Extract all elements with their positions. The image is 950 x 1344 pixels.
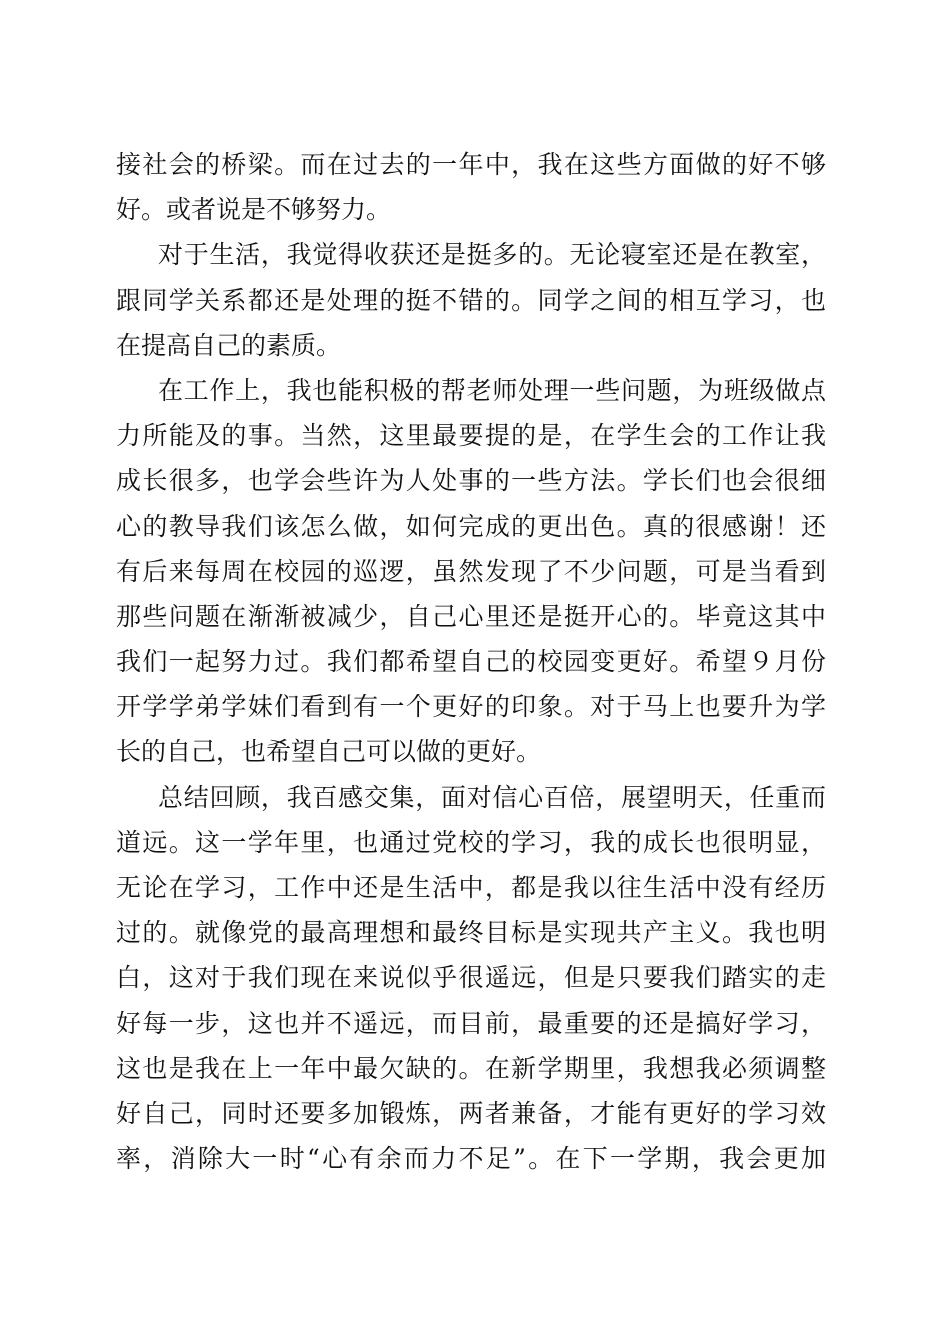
paragraph-4-line-4: 过的。就像党的最高理想和最终目标是实现共产主义。我也明 <box>116 918 826 948</box>
paragraph-2-line-3: 在提高自己的素质。 <box>116 330 342 360</box>
paragraph-2-line-1: 对于生活，我觉得收获还是挺多的。无论寝室还是在教室， <box>158 240 826 270</box>
paragraph-3-line-3: 成长很多，也学会些许为人处事的一些方法。学长们也会很细 <box>116 466 826 496</box>
paragraph-3-line-4: 心的教导我们该怎么做，如何完成的更出色。真的很感谢！还 <box>116 511 826 541</box>
paragraph-3-line-7: 我们一起努力过。我们都希望自己的校园变更好。希望９月份 <box>116 647 826 677</box>
paragraph-4-line-5: 白，这对于我们现在来说似乎很遥远，但是只要我们踏实的走 <box>116 963 826 993</box>
paragraph-4-line-9: 率，消除大一时“心有余而力不足”。在下一学期，我会更加 <box>116 1144 826 1174</box>
paragraph-4-line-6: 好每一步，这也并不遥远，而目前，最重要的还是搞好学习， <box>116 1008 826 1038</box>
paragraph-1-line-2: 好。或者说是不够努力。 <box>116 195 392 225</box>
paragraph-2-line-2: 跟同学关系都还是处理的挺不错的。同学之间的相互学习，也 <box>116 285 826 315</box>
paragraph-3-line-5: 有后来每周在校园的巡逻，虽然发现了不少问题，可是当看到 <box>116 556 826 586</box>
paragraph-3-line-2: 力所能及的事。当然，这里最要提的是，在学生会的工作让我 <box>116 421 826 451</box>
paragraph-4-line-3: 无论在学习，工作中还是生活中，都是我以往生活中没有经历 <box>116 873 826 902</box>
paragraph-4-line-2: 道远。这一学年里，也通过党校的学习，我的成长也很明显， <box>116 827 826 857</box>
paragraph-3-line-1: 在工作上，我也能积极的帮老师处理一些问题，为班级做点 <box>158 375 826 405</box>
paragraph-3-line-6: 那些问题在渐渐被减少，自己心里还是挺开心的。毕竟这其中 <box>116 601 826 631</box>
paragraph-4-line-7: 这也是我在上一年中最欠缺的。在新学期里，我想我必须调整 <box>116 1053 826 1083</box>
paragraph-1-line-1: 接社会的桥梁。而在过去的一年中，我在这些方面做的好不够 <box>116 150 826 179</box>
paragraph-3-line-9: 长的自己，也希望自己可以做的更好。 <box>116 737 542 767</box>
paragraph-3-line-8: 开学学弟学妹们看到有一个更好的印象。对于马上也要升为学 <box>116 692 826 722</box>
document-body <box>116 142 826 1181</box>
paragraph-4-line-8: 好自己，同时还要多加锻炼，两者兼备，才能有更好的学习效 <box>116 1098 826 1128</box>
paragraph-4-line-1: 总结回顾，我百感交集，面对信心百倍，展望明天，任重而 <box>158 782 826 812</box>
